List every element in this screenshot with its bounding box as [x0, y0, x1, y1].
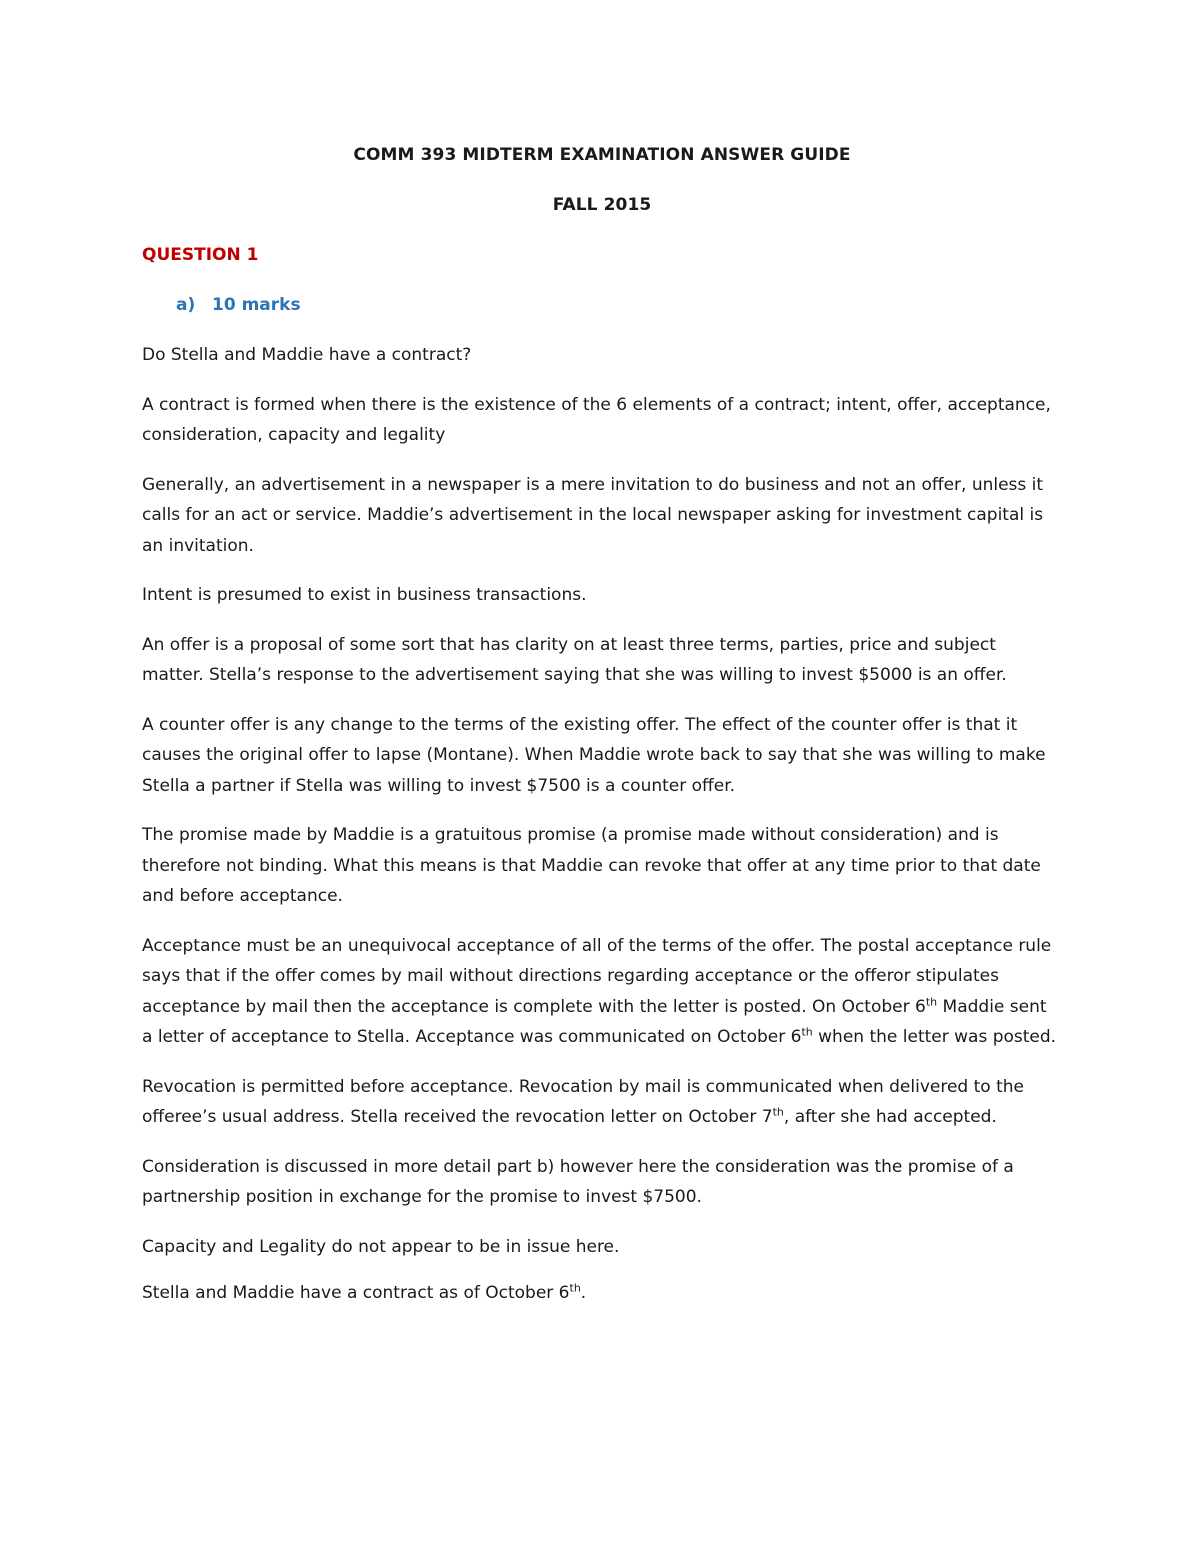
acceptance-text-2: Maddie sent a letter of acceptance to Stella. Acceptance was communicated on October 6 [142, 996, 1047, 1047]
paragraph-question: Do Stella and Maddie have a contract? [142, 345, 472, 365]
document-title: COMM 393 MIDTERM EXAMINATION ANSWER GUIDE [353, 145, 851, 165]
ordinal-suffix: th [925, 994, 938, 1008]
part-marks: 10 marks [212, 295, 301, 315]
paragraph-conclusion [142, 1278, 1062, 1309]
paragraph-intent: Intent is presumed to exist in business transactions. [142, 585, 587, 605]
paragraph-counter-offer: A counter offer is any change to the terms of the existing offer. The effect of the counter offer is that it causes the original offer to lapse (Montane). When Maddie wrote back to say that she was willing to make Stella a partner if Stella was willing to invest $7500 is a counter offer. [142, 714, 1046, 796]
paragraph-capacity-legality: Capacity and Legality do not appear to be in issue here. [142, 1236, 620, 1257]
acceptance-text-3: when the letter was posted. [812, 1027, 1057, 1047]
paragraph-advertisement: Generally, an advertisement in a newspaper is a mere invitation to do business and not an offer, unless it calls for an act or service. Maddie’s advertisement in the local newspaper asking for investment capital is an invitation. [142, 474, 1044, 556]
ordinal-suffix: th [569, 1281, 581, 1295]
conclusion-text-2: . [580, 1283, 587, 1303]
paragraph-gratuitous-promise: The promise made by Maddie is a gratuitous promise (a promise made without consideration) and is therefore not binding. What this means is that Maddie can revoke that offer at any time prior to that date and before acceptance. [142, 825, 1041, 906]
document-term: FALL 2015 [552, 195, 652, 215]
ordinal-suffix: th [801, 1025, 813, 1039]
paragraph-consideration: Consideration is discussed in more detail part b) however here the consideration was the promise of a partnership position in exchange for the promise to invest $7500. [142, 1156, 1014, 1207]
question-heading: QUESTION 1 [142, 245, 259, 265]
paragraph-revocation [142, 1072, 1062, 1133]
part-heading [176, 290, 1062, 320]
document-body [142, 140, 1062, 1328]
revocation-text-2: , after she had accepted. [783, 1107, 997, 1127]
revocation-text-1: Revocation is permitted before acceptance. Revocation by mail is communicated when delivered to the offeree’s usual address. Stella received the revocation letter on October 7 [142, 1076, 1024, 1127]
conclusion-text-1: Stella and Maddie have a contract as of October 6 [142, 1283, 570, 1303]
paragraph-contract-elements: A contract is formed when there is the existence of the 6 elements of a contract; intent, offer, acceptance, consideration, capacity and legality [142, 394, 1051, 445]
part-marker: a) [176, 295, 196, 315]
acceptance-text-1: Acceptance must be an unequivocal acceptance of all of the terms of the offer. The postal acceptance rule says that if the offer comes by mail without directions regarding acceptance or the offeror stipulates acceptance by mail then the acceptance is complete with the letter is posted. On October 6 [142, 935, 1052, 1017]
ordinal-suffix: th [772, 1105, 784, 1119]
paragraph-offer: An offer is a proposal of some sort that has clarity on at least three terms, parties, price and subject matter. Stella’s response to the advertisement saying that she was willing to invest $5000 is an offer. [142, 634, 1007, 685]
paragraph-acceptance [142, 931, 1062, 1053]
